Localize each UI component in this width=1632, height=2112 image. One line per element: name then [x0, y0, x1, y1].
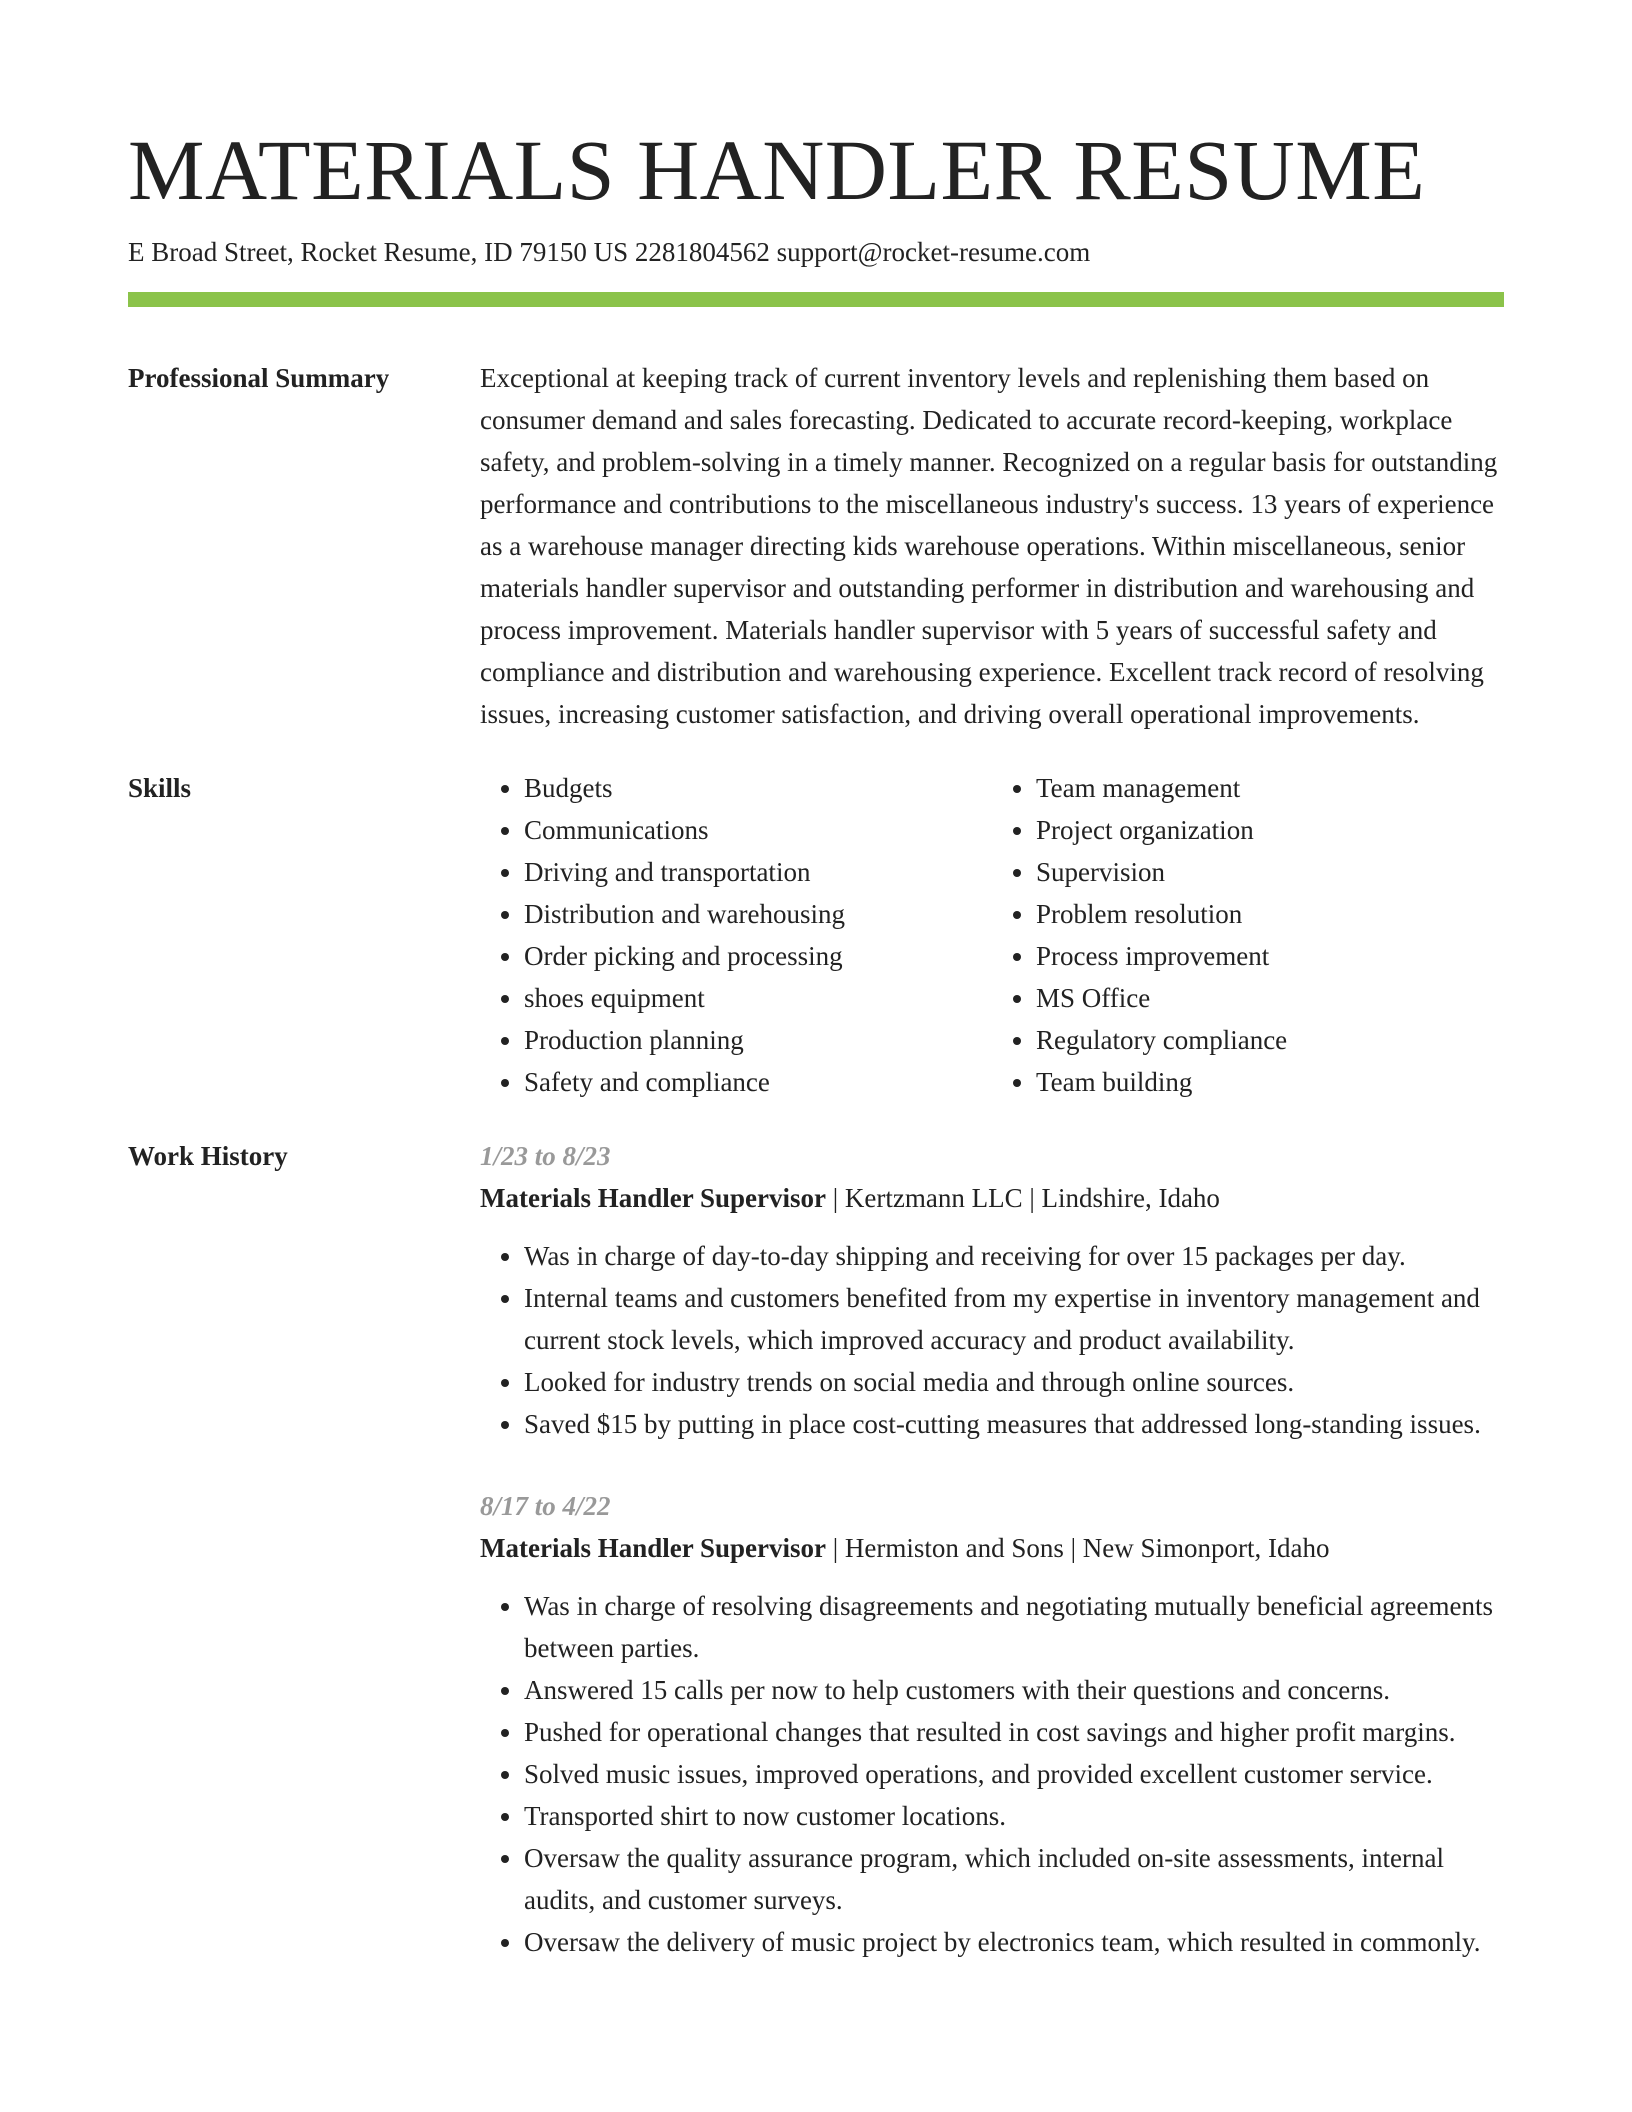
job-dates: 8/17 to 4/22 [480, 1491, 611, 1521]
skill-item: • Production planning [524, 1019, 992, 1061]
job-company-location: | Hermiston and Sons | New Simonport, Idaho [825, 1533, 1330, 1563]
summary-text: Exceptional at keeping track of current inventory levels and replenishing them based on consumer demand and sales forecasting. Dedicated to accurate record-keeping, workplace safety, and problem-solving in a timely manner. Recognized on a regular basis for outstanding performance and contributions to the miscellaneous industry's success. 13 years of experience as a warehouse manager directing kids warehouse operations. Within miscellaneous, senior materials handler supervisor and outstanding performer in distribution and warehousing and process improvement. Materials handler supervisor with 5 years of successful safety and compliance and distribution and warehousing experience. Excellent track record of resolving issues, increasing customer satisfaction, and driving overall operational improvements. [480, 363, 1498, 729]
skill-item: • Budgets [524, 767, 992, 809]
job-header [480, 1527, 1504, 1569]
job-entry [480, 1485, 1504, 1963]
job-entry [480, 1135, 1504, 1445]
job-dates: 1/23 to 8/23 [480, 1141, 611, 1171]
skill-item: • Process improvement [1036, 935, 1504, 977]
job-bullet: • Transported shirt to now customer locations. [524, 1795, 1504, 1837]
skill-item: • shoes equipment [524, 977, 992, 1019]
job-bullet: • Was in charge of resolving disagreements and negotiating mutually beneficial agreements between parties. [524, 1585, 1504, 1669]
skill-item: • Problem resolution [1036, 893, 1504, 935]
job-bullet: • Was in charge of day-to-day shipping and receiving for over 15 packages per day. [524, 1235, 1504, 1277]
skill-item: • Driving and transportation [524, 851, 992, 893]
job-header [480, 1177, 1504, 1219]
skill-item: • Communications [524, 809, 992, 851]
skill-item: • Distribution and warehousing [524, 893, 992, 935]
summary-heading: Professional Summary [128, 363, 390, 393]
skills-section [128, 767, 1504, 1103]
work-history-section [128, 1135, 1504, 1963]
skills-list-left [480, 767, 992, 1103]
accent-divider [128, 292, 1504, 307]
summary-section [128, 357, 1504, 735]
skills-heading: Skills [128, 773, 192, 803]
skills-list-right [992, 767, 1504, 1103]
skill-item: • Supervision [1036, 851, 1504, 893]
job-title: Materials Handler Supervisor [480, 1183, 826, 1213]
skill-item: • Team building [1036, 1061, 1504, 1103]
job-bullet: • Answered 15 calls per now to help customers with their questions and concerns. [524, 1669, 1504, 1711]
job-title: Materials Handler Supervisor [480, 1533, 826, 1563]
job-bullet: • Solved music issues, improved operations, and provided excellent customer service. [524, 1753, 1504, 1795]
job-bullet: • Oversaw the delivery of music project by electronics team, which resulted in commonly. [524, 1921, 1504, 1963]
skill-item: • Team management [1036, 767, 1504, 809]
job-bullet-list [480, 1585, 1504, 1963]
skill-item: • Safety and compliance [524, 1061, 992, 1103]
job-bullet: • Saved $15 by putting in place cost-cutting measures that addressed long-standing issues. [524, 1403, 1504, 1445]
skill-item: • Regulatory compliance [1036, 1019, 1504, 1061]
job-company-location: | Kertzmann LLC | Lindshire, Idaho [825, 1183, 1220, 1213]
skill-item: • Project organization [1036, 809, 1504, 851]
skill-item: • MS Office [1036, 977, 1504, 1019]
job-bullet: • Looked for industry trends on social media and through online sources. [524, 1361, 1504, 1403]
skill-item: • Order picking and processing [524, 935, 992, 977]
job-bullet-list [480, 1235, 1504, 1445]
work-history-heading: Work History [128, 1141, 288, 1171]
contact-line: E Broad Street, Rocket Resume, ID 79150 US 2281804562 support@rocket-resume.com [128, 237, 1091, 267]
resume-page [128, 118, 1504, 1963]
resume-title: MATERIALS HANDLER RESUME [128, 122, 1426, 218]
job-bullet: • Oversaw the quality assurance program, which included on-site assessments, internal audits, and customer surveys. [524, 1837, 1504, 1921]
job-bullet: • Pushed for operational changes that resulted in cost savings and higher profit margins. [524, 1711, 1504, 1753]
job-bullet: • Internal teams and customers benefited from my expertise in inventory management and current stock levels, which improved accuracy and product availability. [524, 1277, 1504, 1361]
